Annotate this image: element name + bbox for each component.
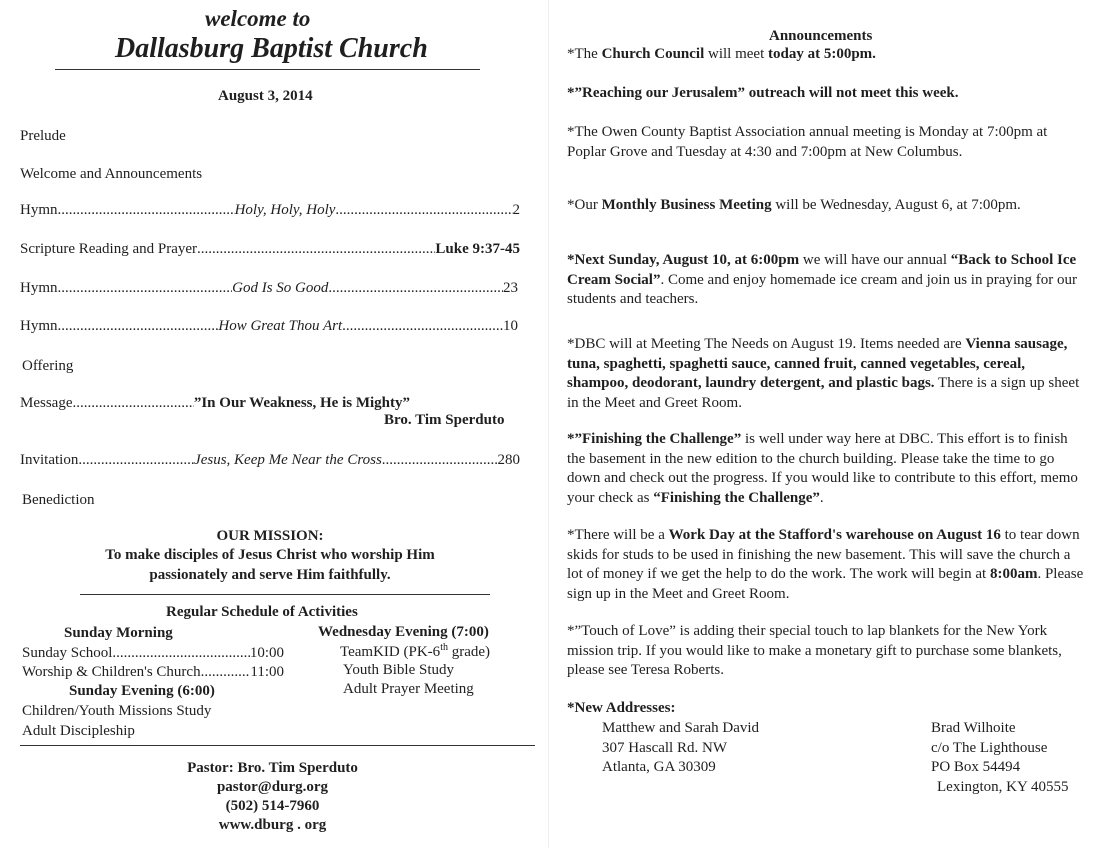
address-line: c/o The Lighthouse (931, 739, 1048, 756)
hymn-3-number: 10 (503, 318, 519, 334)
scripture-row (20, 241, 520, 258)
hymn-1-row (20, 202, 520, 219)
address-david (602, 719, 759, 778)
message-row (20, 395, 410, 412)
schedule-item: Adult Discipleship (22, 723, 135, 739)
benediction: Benediction (22, 492, 95, 508)
mission-line-2: passionately and serve Him faithfully. (149, 567, 391, 583)
schedule-item: Youth Bible Study (343, 662, 455, 678)
sunday-evening-heading: Sunday Evening (6:00) (69, 683, 215, 699)
invitation-label: Invitation (20, 452, 79, 468)
hymn-1-label: Hymn (20, 202, 58, 218)
page-fold-divider (548, 0, 549, 848)
announcement-church-council: *The Church Council will meet today at 5:00pm. (567, 46, 876, 62)
mission-heading: OUR MISSION: (216, 528, 324, 544)
leader-dots (73, 395, 194, 412)
wednesday-evening-heading: Wednesday Evening (7:00) (318, 624, 489, 640)
message-title: ”In Our Weakness, He is Mighty” (193, 395, 410, 411)
announcement-outreach: *”Reaching our Jerusalem” outreach will not meet this week. (567, 85, 959, 101)
message-label: Message (20, 395, 73, 411)
schedule-item: TeamKID (PK-6th grade) (340, 642, 491, 660)
schedule-item-label: Sunday School (22, 645, 113, 661)
leader-dots (58, 318, 219, 335)
leader-dots (335, 202, 512, 219)
hymn-2-label: Hymn (20, 280, 58, 296)
sunday-morning-heading: Sunday Morning (64, 625, 173, 641)
service-date: August 3, 2014 (218, 88, 313, 104)
address-line: Brad Wilhoite (931, 720, 1016, 736)
announcement-ice-cream-social: *Next Sunday, August 10, at 6:00pm we will have our annual “Back to School Ice Cream Social”. Come and enjoy homemade ice cream and join us in praying for our students and teachers. (567, 252, 1078, 307)
announcements-heading: Announcements (769, 28, 873, 44)
welcome-heading: welcome to (205, 6, 311, 31)
leader-dots (382, 452, 498, 469)
mission-divider (80, 594, 490, 595)
address-line: PO Box 54494 (931, 759, 1021, 775)
new-addresses-heading: *New Addresses: (567, 700, 676, 716)
worship-row (22, 664, 284, 681)
hymn-1-title: Holy, Holy, Holy (234, 202, 336, 218)
leader-dots (201, 664, 251, 681)
address-line: 307 Hascall Rd. NW (602, 739, 727, 756)
address-line: Lexington, KY 40555 (937, 778, 1069, 795)
hymn-2-title: God Is So Good (232, 280, 329, 296)
hymn-3-label: Hymn (20, 318, 58, 334)
hymn-1-number: 2 (512, 202, 521, 218)
pastor-phone: (502) 514-7960 (225, 798, 320, 814)
offering: Offering (22, 358, 74, 374)
announcement-meeting-the-needs: *DBC will at Meeting The Needs on August 19. Items needed are Vienna sausage, tuna, spaghetti, spaghetti sauce, canned fruit, canned vegetables, cereal, shampoo, deodorant, laundry detergent, and plastic bags. There is a sign up sheet in the Meet and Greet Room. (567, 336, 1080, 411)
hymn-2-row (20, 280, 518, 297)
mission-line-1: To make disciples of Jesus Christ who worship Him (105, 547, 435, 563)
pastor-email: pastor@durg.org (216, 779, 329, 795)
announcement-association-meeting: *The Owen County Baptist Association annual meeting is Monday at 7:00pm at Poplar Grove and Tuesday at 4:30 and 7:00pm at New Columbus. (567, 124, 1048, 160)
hymn-3-title: How Great Thou Art (218, 318, 343, 334)
schedule-divider (20, 745, 535, 746)
announcement-touch-of-love: *”Touch of Love” is adding their special touch to lap blankets for the New York mission trip. If you would like to make a monetary gift to purchase some blankets, please see Teresa Roberts. (567, 623, 1062, 678)
scripture-label: Scripture Reading and Prayer (20, 241, 198, 257)
leader-dots (78, 452, 194, 469)
hymn-2-number: 23 (503, 280, 518, 296)
header-divider (55, 69, 480, 70)
invitation-number: 280 (497, 452, 521, 468)
schedule-heading: Regular Schedule of Activities (166, 604, 358, 620)
announcement-business-meeting: *Our Monthly Business Meeting will be Wednesday, August 6, at 7:00pm. (567, 197, 1021, 213)
message-speaker: Bro. Tim Sperduto (384, 412, 505, 428)
address-line: Matthew and Sarah David (602, 720, 760, 736)
leader-dots (112, 645, 249, 662)
scripture-reference: Luke 9:37-45 (435, 241, 520, 257)
schedule-item-label: Worship & Children's Church (22, 664, 201, 680)
schedule-item: Adult Prayer Meeting (343, 681, 474, 697)
leader-dots (342, 318, 503, 335)
church-name: Dallasburg Baptist Church (115, 33, 428, 64)
sunday-school-row (22, 645, 284, 662)
church-website: www.dburg . org (218, 817, 327, 833)
leader-dots (58, 202, 235, 219)
leader-dots (328, 280, 503, 297)
leader-dots (197, 241, 435, 258)
hymn-3-row (20, 318, 518, 335)
invitation-title: Jesus, Keep Me Near the Cross (194, 452, 382, 468)
address-line: Atlanta, GA 30309 (602, 759, 716, 775)
leader-dots (58, 280, 233, 297)
announcement-work-day: *There will be a Work Day at the Stafford's warehouse on August 16 to tear down skids for studs to be used in finishing the new basement. This will save the church a lot of money if we get the help to do the work. The work will begin at 8:00am. Please sign up in the Meet and Greet Room. (567, 527, 1084, 602)
announcement-finishing-challenge: *”Finishing the Challenge” is well under way here at DBC. This effort is to finish the basement in the new edition to the church building. Please take the time to go down and check out the progress. If you would like to contribute to this effort, memo your check as “Finishing the Challenge”. (567, 431, 1078, 506)
pastor-name: Pastor: Bro. Tim Sperduto (187, 760, 358, 776)
schedule-item-time: 10:00 (249, 645, 284, 661)
prelude: Prelude (20, 128, 66, 144)
welcome-announcements: Welcome and Announcements (20, 166, 203, 182)
address-wilhoite (931, 719, 1069, 797)
schedule-item: Children/Youth Missions Study (22, 703, 212, 719)
schedule-item-time: 11:00 (250, 664, 284, 680)
invitation-row (20, 452, 520, 469)
